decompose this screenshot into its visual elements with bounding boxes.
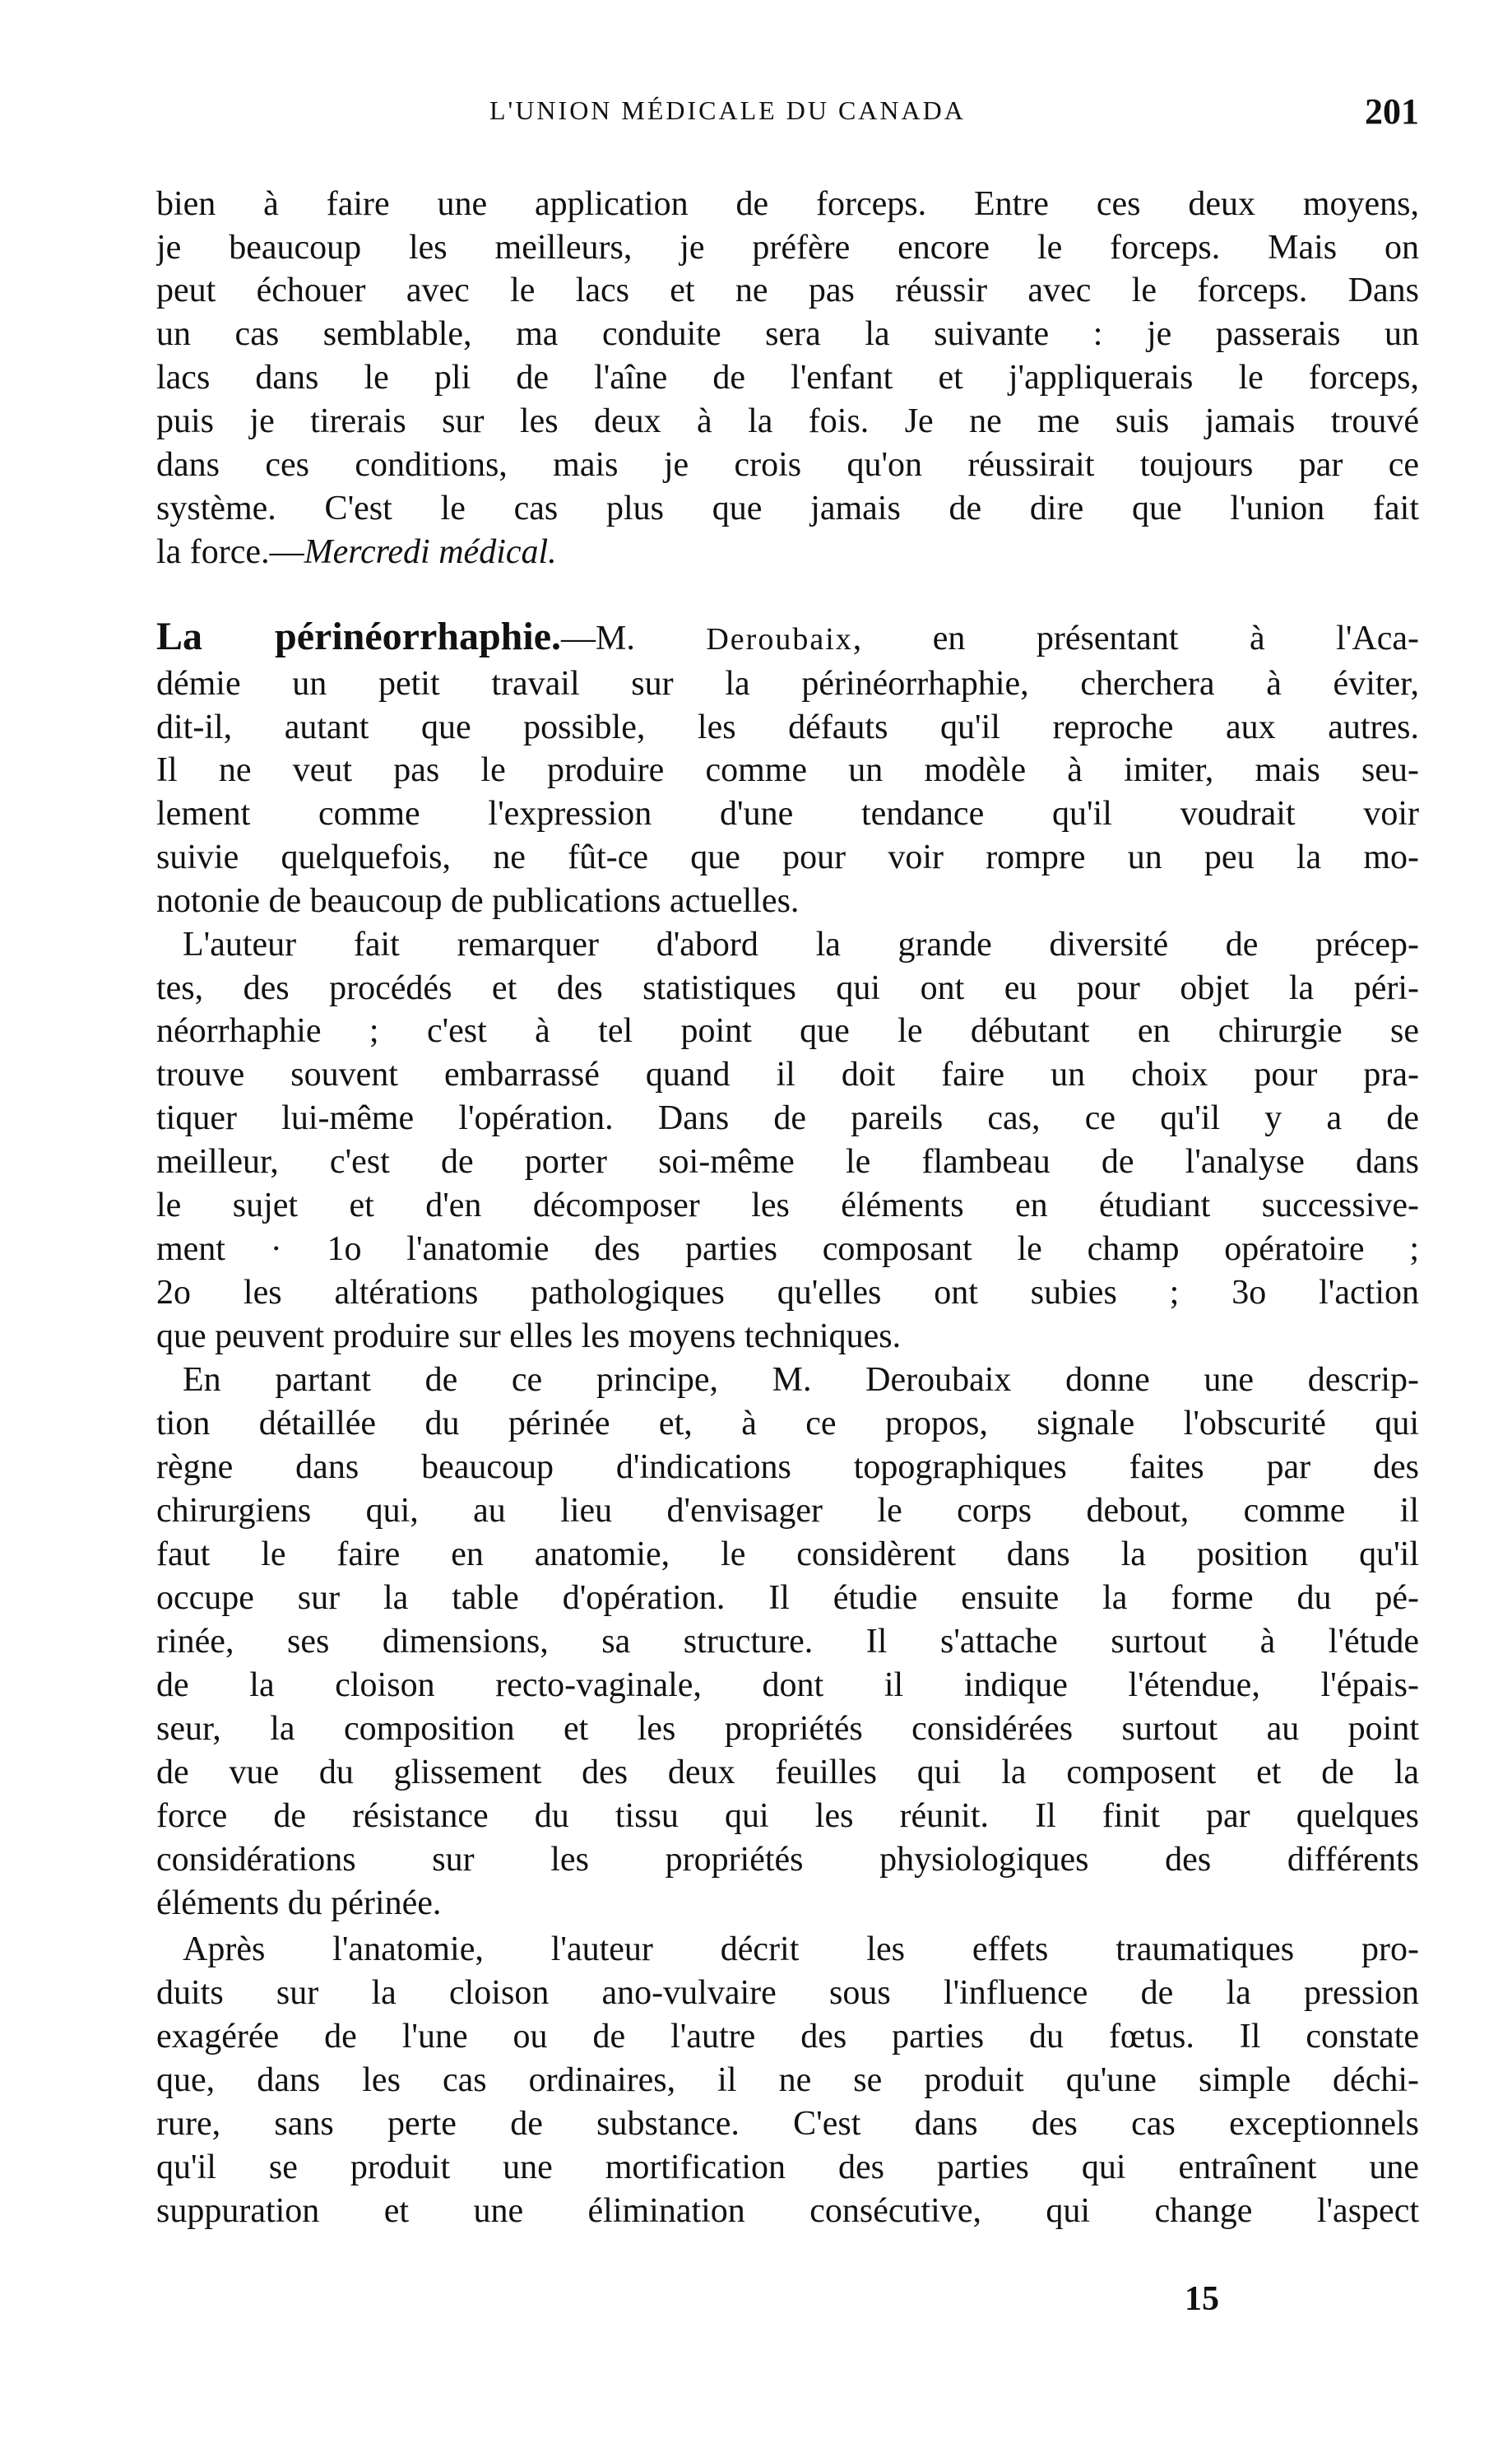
text-line: tiquer lui-même l'opération. Dans de pareils cas, ce qu'il y a de [156,1099,1419,1137]
section-first-line [156,613,1419,661]
text-line: Il ne veut pas le produire comme un modèle à imiter, mais seu- [156,751,1419,789]
text-line: de la cloison recto-vaginale, dont il indique l'étendue, l'épais- [156,1666,1419,1704]
source-citation: Mercredi médical. [304,533,557,571]
text-line: suppuration et une élimination consécutive, qui change l'aspect [156,2192,1419,2230]
text-line: exagérée de l'une ou de l'autre des parties du fœtus. Il constate [156,2018,1419,2055]
text-line: rinée, ses dimensions, sa structure. Il s'attache surtout à l'étude [156,1623,1419,1661]
text-line: ment · 1o l'anatomie des parties composant le champ opératoire ; [156,1230,1419,1268]
text-line: éléments du périnée. [156,1884,442,1922]
text-line: chirurgiens qui, au lieu d'envisager le corps debout, comme il [156,1492,1419,1530]
text-line: 2o les altérations pathologiques qu'elles ont subies ; 3o l'action [156,1274,1419,1312]
line-text: la force.— [156,533,304,571]
text-line: puis je tirerais sur les deux à la fois. Je ne me suis jamais trouvé [156,402,1419,440]
text-line: meilleur, c'est de porter soi-même le flambeau de l'analyse dans [156,1143,1419,1181]
text-line: un cas semblable, ma conduite sera la suivante : je passerais un [156,315,1419,353]
text-line: considérations sur les propriétés physiologiques des différents [156,1841,1419,1879]
text-line: suivie quelquefois, ne fût-ce que pour voir rompre un peu la mo- [156,838,1419,876]
text-line: lement comme l'expression d'une tendance qu'il voudrait voir [156,795,1419,833]
text-line: seur, la composition et les propriétés considérées surtout au point [156,1710,1419,1748]
text-line: dit-il, autant que possible, les défauts qu'il reproche aux autres. [156,708,1419,746]
text-line: L'auteur fait remarquer d'abord la grande diversité de précep- [183,926,1419,964]
text-line: tes, des procédés et des statistiques qui ont eu pour objet la péri- [156,969,1419,1007]
section-heading: La périnéorrhaphie. [156,615,561,658]
text-line: règne dans beaucoup d'indications topographiques faites par des [156,1448,1419,1486]
text-line: système. C'est le cas plus que jamais de dire que l'union fait [156,490,1419,527]
author-name: Deroubaix [706,622,853,657]
page-number: 201 [1365,91,1419,132]
text-line: lacs dans le pli de l'aîne de l'enfant et j'appliquerais le forceps, [156,359,1419,397]
text-line: peut échouer avec le lacs et ne pas réussir avec le forceps. Dans [156,272,1419,309]
text-line: néorrhaphie ; c'est à tel point que le débutant en chirurgie se [156,1012,1419,1050]
text-line: notonie de beaucoup de publications actuelles. [156,882,800,920]
text-line: trouve souvent embarrassé quand il doit faire un choix pour pra- [156,1056,1419,1094]
text-line: que, dans les cas ordinaires, il ne se produit qu'une simple déchi- [156,2061,1419,2099]
text-line: dans ces conditions, mais je crois qu'on réussirait toujours par ce [156,446,1419,484]
page-header [156,91,1419,140]
line-text: , en présentant à l'Aca- [852,620,1419,657]
text-line: le sujet et d'en décomposer les éléments en étudiant successive- [156,1187,1419,1224]
text-line: Après l'anatomie, l'auteur décrit les effets traumatiques pro- [183,1930,1419,1968]
text-line: que peuvent produire sur elles les moyens techniques. [156,1317,902,1355]
text-line: tion détaillée du périnée et, à ce propos, signale l'obscurité qui [156,1405,1419,1442]
running-title: L'UNION MÉDICALE DU CANADA [489,95,966,125]
signature-mark: 15 [1185,2280,1219,2318]
text-line: démie un petit travail sur la périnéorrhaphie, cherchera à éviter, [156,665,1419,703]
text-line: occupe sur la table d'opération. Il étudie ensuite la forme du pé- [156,1579,1419,1617]
text-line: faut le faire en anatomie, le considèrent dans la position qu'il [156,1535,1419,1573]
text-line: rure, sans perte de substance. C'est dans des cas exceptionnels [156,2105,1419,2143]
line-text: —M. [561,620,707,657]
text-line: je beaucoup les meilleurs, je préfère encore le forceps. Mais on [156,229,1419,267]
text-line: duits sur la cloison ano-vulvaire sous l'influence de la pression [156,1974,1419,2012]
text-line-last [156,531,1419,574]
text-line: force de résistance du tissu qui les réunit. Il finit par quelques [156,1797,1419,1835]
text-line: En partant de ce principe, M. Deroubaix donne une descrip- [183,1361,1419,1399]
text-line: bien à faire une application de forceps. Entre ces deux moyens, [156,185,1419,223]
text-line: qu'il se produit une mortification des parties qui entraînent une [156,2148,1419,2186]
text-line: de vue du glissement des deux feuilles qui la composent et de la [156,1754,1419,1791]
